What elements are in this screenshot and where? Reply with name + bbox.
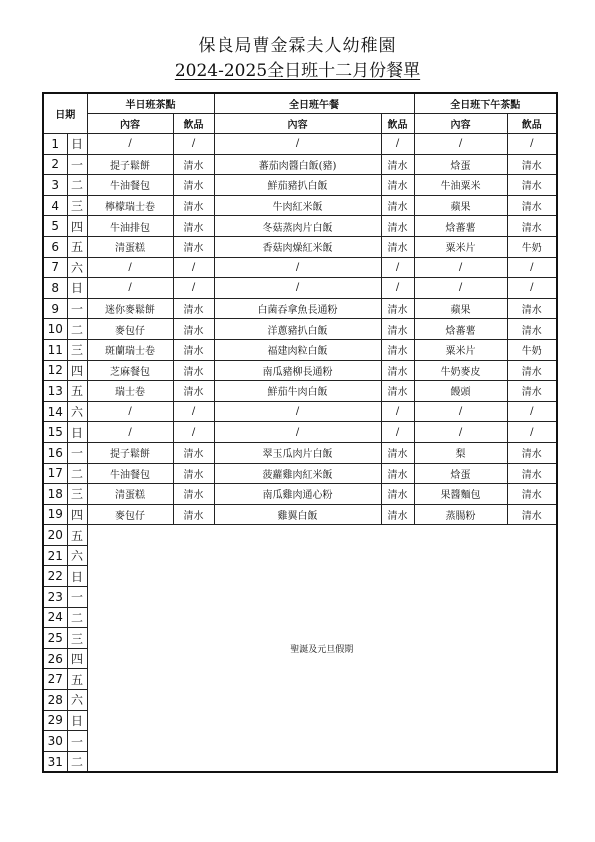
afternoon-snack-drink: 清水 <box>507 319 557 340</box>
holiday-note: 聖誕及元旦假期 <box>87 525 557 773</box>
table-row <box>43 216 557 237</box>
table-row <box>43 134 557 155</box>
half-day-snack-drink: 清水 <box>173 236 214 257</box>
lunch-drink: 清水 <box>381 175 414 196</box>
lunch-drink: / <box>381 401 414 422</box>
day-number: 1 <box>43 134 67 155</box>
weekday: 三 <box>67 484 87 505</box>
half-day-snack-drink: 清水 <box>173 339 214 360</box>
lunch-drink: 清水 <box>381 381 414 402</box>
weekday: 四 <box>67 648 87 669</box>
table-row <box>43 422 557 443</box>
menu-title-text: 2024-2025全日班十二月份餐單 <box>174 61 421 81</box>
half-day-snack-item: 麥包仔 <box>87 504 173 525</box>
lunch-drink: 清水 <box>381 360 414 381</box>
lunch-drink: 清水 <box>381 216 414 237</box>
day-number: 3 <box>43 175 67 196</box>
lunch-drink: 清水 <box>381 154 414 175</box>
afternoon-snack-item: 粟米片 <box>414 236 507 257</box>
weekday: 一 <box>67 587 87 608</box>
afternoon-snack-drink: 清水 <box>507 360 557 381</box>
half-day-snack-item: / <box>87 134 173 155</box>
lunch-item: 香菇肉燥紅米飯 <box>214 236 381 257</box>
menu-title <box>0 56 595 81</box>
afternoon-snack-drink: 清水 <box>507 504 557 525</box>
afternoon-snack-item: 蘋果 <box>414 298 507 319</box>
day-number: 6 <box>43 236 67 257</box>
table-row <box>43 298 557 319</box>
half-day-snack-item: 芝麻餐包 <box>87 360 173 381</box>
afternoon-snack-item: / <box>414 257 507 278</box>
lunch-item: 冬菇蒸肉片白飯 <box>214 216 381 237</box>
weekday: 二 <box>67 319 87 340</box>
lunch-drink: / <box>381 134 414 155</box>
afternoon-snack-drink: 清水 <box>507 216 557 237</box>
table-row <box>43 319 557 340</box>
day-number: 24 <box>43 607 67 628</box>
afternoon-snack-item: 粟米片 <box>414 339 507 360</box>
half-day-snack-item: 提子鬆餅 <box>87 442 173 463</box>
lunch-drink: 清水 <box>381 504 414 525</box>
table-row <box>43 463 557 484</box>
day-number: 9 <box>43 298 67 319</box>
day-number: 4 <box>43 195 67 216</box>
table-row <box>43 525 557 546</box>
afternoon-snack-drink: 牛奶 <box>507 236 557 257</box>
afternoon-snack-drink: 清水 <box>507 298 557 319</box>
afternoon-snack-item: 蒸腸粉 <box>414 504 507 525</box>
weekday: 日 <box>67 710 87 731</box>
menu-table <box>42 92 558 773</box>
table-row <box>43 154 557 175</box>
table-row <box>43 236 557 257</box>
afternoon-snack-drink: 清水 <box>507 442 557 463</box>
day-number: 19 <box>43 504 67 525</box>
half-day-snack-item: 斑蘭瑞士卷 <box>87 339 173 360</box>
half-day-snack-item: / <box>87 401 173 422</box>
weekday: 五 <box>67 381 87 402</box>
day-number: 11 <box>43 339 67 360</box>
day-number: 2 <box>43 154 67 175</box>
afternoon-snack-item: 梨 <box>414 442 507 463</box>
weekday: 六 <box>67 690 87 711</box>
weekday: 三 <box>67 339 87 360</box>
lunch-item: 鮮茄牛肉白飯 <box>214 381 381 402</box>
day-number: 27 <box>43 669 67 690</box>
lunch-content-header: 內容 <box>214 114 381 134</box>
snack-content-header: 內容 <box>87 114 173 134</box>
day-number: 25 <box>43 628 67 649</box>
half-day-snack-drink: / <box>173 422 214 443</box>
afternoon-snack-drink: 清水 <box>507 154 557 175</box>
half-day-snack-drink: 清水 <box>173 504 214 525</box>
weekday: 六 <box>67 257 87 278</box>
half-day-snack-drink: 清水 <box>173 360 214 381</box>
table-row <box>43 442 557 463</box>
weekday: 二 <box>67 751 87 772</box>
lunch-drink: 清水 <box>381 236 414 257</box>
afternoon-snack-item: 焓蕃薯 <box>414 319 507 340</box>
day-number: 23 <box>43 587 67 608</box>
day-number: 12 <box>43 360 67 381</box>
afternoon-snack-drink: / <box>507 134 557 155</box>
weekday: 五 <box>67 236 87 257</box>
half-day-snack-item: 牛油排包 <box>87 216 173 237</box>
afternoon-snack-drink: / <box>507 401 557 422</box>
weekday: 一 <box>67 298 87 319</box>
half-day-snack-drink: 清水 <box>173 175 214 196</box>
half-day-snack-drink: 清水 <box>173 463 214 484</box>
header-row-groups <box>43 93 557 114</box>
weekday: 二 <box>67 175 87 196</box>
lunch-drink: 清水 <box>381 319 414 340</box>
afternoon-snack-drink: 清水 <box>507 484 557 505</box>
afternoon-snack-item: 饅頭 <box>414 381 507 402</box>
table-row <box>43 484 557 505</box>
lunch-item: 蕃茄肉醬白飯(豬) <box>214 154 381 175</box>
weekday: 二 <box>67 463 87 484</box>
lunch-drink: / <box>381 257 414 278</box>
lunch-item: 牛肉紅米飯 <box>214 195 381 216</box>
table-row <box>43 381 557 402</box>
half-day-snack-drink: / <box>173 134 214 155</box>
table-row <box>43 504 557 525</box>
half-day-snack-drink: / <box>173 401 214 422</box>
half-day-snack-drink: 清水 <box>173 154 214 175</box>
weekday: 三 <box>67 195 87 216</box>
half-day-snack-item: 提子鬆餅 <box>87 154 173 175</box>
lunch-item: / <box>214 422 381 443</box>
day-number: 16 <box>43 442 67 463</box>
half-day-snack-drink: 清水 <box>173 319 214 340</box>
lunch-drink: 清水 <box>381 463 414 484</box>
afternoon-snack-item: 焓蛋 <box>414 463 507 484</box>
lunch-item: / <box>214 401 381 422</box>
day-number: 28 <box>43 690 67 711</box>
afternoon-snack-drink: 牛奶 <box>507 339 557 360</box>
half-day-snack-drink: 清水 <box>173 442 214 463</box>
day-number: 29 <box>43 710 67 731</box>
half-day-snack-item: 牛油餐包 <box>87 175 173 196</box>
lunch-item: / <box>214 257 381 278</box>
date-header: 日期 <box>43 93 87 134</box>
lunch-drink-header: 飲品 <box>381 114 414 134</box>
lunch-drink: 清水 <box>381 298 414 319</box>
weekday: 日 <box>67 134 87 155</box>
afternoon-snack-item: 焓蕃薯 <box>414 216 507 237</box>
afternoon-snack-item: / <box>414 401 507 422</box>
weekday: 日 <box>67 278 87 299</box>
lunch-item: 菠蘿雞肉紅米飯 <box>214 463 381 484</box>
lunch-drink: 清水 <box>381 484 414 505</box>
day-number: 26 <box>43 648 67 669</box>
half-day-snack-item: 清蛋糕 <box>87 484 173 505</box>
lunch-item: 白菌吞拿魚長通粉 <box>214 298 381 319</box>
weekday: 三 <box>67 628 87 649</box>
day-number: 18 <box>43 484 67 505</box>
lunch-item: 南瓜雞肉通心粉 <box>214 484 381 505</box>
lunch-drink: 清水 <box>381 339 414 360</box>
weekday: 四 <box>67 360 87 381</box>
weekday: 日 <box>67 422 87 443</box>
lunch-item: 雞翼白飯 <box>214 504 381 525</box>
day-number: 30 <box>43 731 67 752</box>
half-day-snack-header: 半日班茶點 <box>87 93 214 114</box>
weekday: 一 <box>67 154 87 175</box>
day-number: 20 <box>43 525 67 546</box>
afternoon-snack-drink: / <box>507 257 557 278</box>
weekday: 五 <box>67 669 87 690</box>
day-number: 21 <box>43 545 67 566</box>
half-day-snack-item: / <box>87 278 173 299</box>
weekday: 六 <box>67 401 87 422</box>
lunch-item: 福建肉粒白飯 <box>214 339 381 360</box>
snack-drink-header: 飲品 <box>173 114 214 134</box>
day-number: 5 <box>43 216 67 237</box>
lunch-item: 鮮茄豬扒白飯 <box>214 175 381 196</box>
lunch-drink: / <box>381 422 414 443</box>
afternoon-snack-drink: 清水 <box>507 381 557 402</box>
weekday: 二 <box>67 607 87 628</box>
afternoon-snack-item: 蘋果 <box>414 195 507 216</box>
afternoon-snack-drink: 清水 <box>507 175 557 196</box>
weekday: 四 <box>67 504 87 525</box>
pm-content-header: 內容 <box>414 114 507 134</box>
half-day-snack-item: 檸檬瑞士卷 <box>87 195 173 216</box>
table-row <box>43 257 557 278</box>
afternoon-snack-item: 焓蛋 <box>414 154 507 175</box>
lunch-item: 洋蔥豬扒白飯 <box>214 319 381 340</box>
menu-body <box>43 134 557 773</box>
half-day-snack-drink: / <box>173 257 214 278</box>
afternoon-snack-item: / <box>414 134 507 155</box>
lunch-drink: / <box>381 278 414 299</box>
header-row-subcolumns <box>43 114 557 134</box>
weekday: 五 <box>67 525 87 546</box>
table-row <box>43 401 557 422</box>
half-day-snack-item: 迷你麥鬆餅 <box>87 298 173 319</box>
lunch-item: 翠玉瓜肉片白飯 <box>214 442 381 463</box>
table-row <box>43 339 557 360</box>
half-day-snack-drink: 清水 <box>173 195 214 216</box>
half-day-snack-item: / <box>87 422 173 443</box>
day-number: 14 <box>43 401 67 422</box>
lunch-drink: 清水 <box>381 442 414 463</box>
afternoon-snack-item: / <box>414 278 507 299</box>
day-number: 7 <box>43 257 67 278</box>
day-number: 31 <box>43 751 67 772</box>
table-row <box>43 195 557 216</box>
weekday: 一 <box>67 731 87 752</box>
table-row <box>43 278 557 299</box>
half-day-snack-drink: / <box>173 278 214 299</box>
half-day-snack-item: 瑞士卷 <box>87 381 173 402</box>
afternoon-snack-drink: / <box>507 278 557 299</box>
half-day-snack-item: 麥包仔 <box>87 319 173 340</box>
table-row <box>43 360 557 381</box>
half-day-snack-item: / <box>87 257 173 278</box>
weekday: 日 <box>67 566 87 587</box>
half-day-snack-drink: 清水 <box>173 381 214 402</box>
half-day-snack-drink: 清水 <box>173 484 214 505</box>
lunch-drink: 清水 <box>381 195 414 216</box>
afternoon-snack-item: 牛奶麥皮 <box>414 360 507 381</box>
afternoon-snack-drink: / <box>507 422 557 443</box>
afternoon-snack-item: 牛油粟米 <box>414 175 507 196</box>
half-day-snack-drink: 清水 <box>173 298 214 319</box>
day-number: 8 <box>43 278 67 299</box>
day-number: 22 <box>43 566 67 587</box>
lunch-item: / <box>214 134 381 155</box>
afternoon-snack-item: / <box>414 422 507 443</box>
weekday: 一 <box>67 442 87 463</box>
pm-drink-header: 飲品 <box>507 114 557 134</box>
lunch-item: 南瓜豬柳長通粉 <box>214 360 381 381</box>
day-number: 15 <box>43 422 67 443</box>
day-number: 10 <box>43 319 67 340</box>
day-number: 13 <box>43 381 67 402</box>
half-day-snack-item: 牛油餐包 <box>87 463 173 484</box>
weekday: 四 <box>67 216 87 237</box>
full-day-lunch-header: 全日班午餐 <box>214 93 414 114</box>
full-day-afternoon-snack-header: 全日班下午茶點 <box>414 93 557 114</box>
lunch-item: / <box>214 278 381 299</box>
school-name: 保良局曹金霖夫人幼稚園 <box>198 36 397 56</box>
afternoon-snack-drink: 清水 <box>507 195 557 216</box>
day-number: 17 <box>43 463 67 484</box>
afternoon-snack-item: 果醬麵包 <box>414 484 507 505</box>
table-row <box>43 175 557 196</box>
half-day-snack-item: 清蛋糕 <box>87 236 173 257</box>
half-day-snack-drink: 清水 <box>173 216 214 237</box>
weekday: 六 <box>67 545 87 566</box>
afternoon-snack-drink: 清水 <box>507 463 557 484</box>
